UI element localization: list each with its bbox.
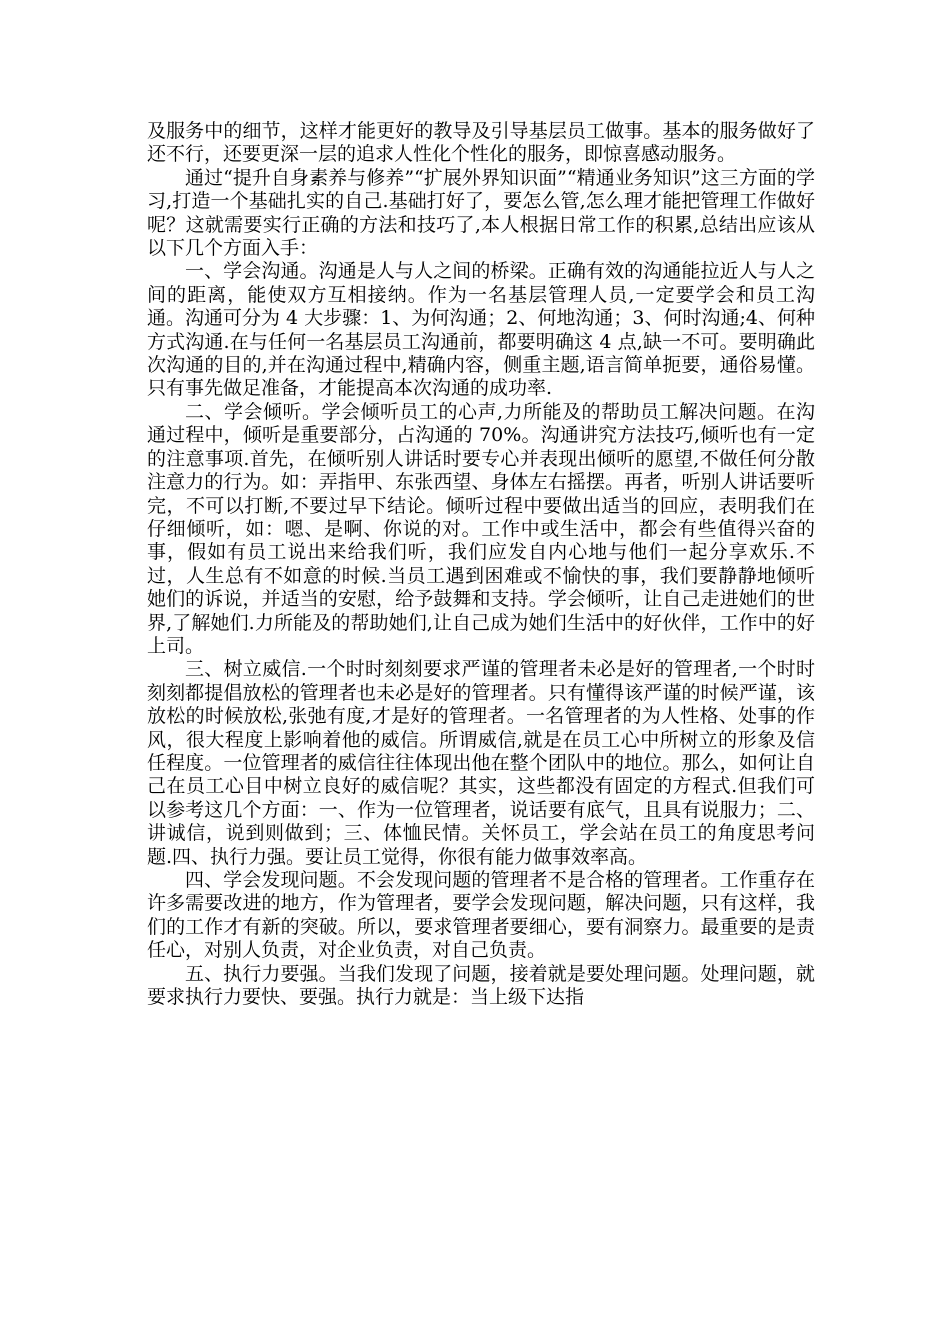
paragraph-4: 二、学会倾听。学会倾听员工的心声,力所能及的帮助员工解决问题。在沟通过程中，倾听是重要部分，占沟通的 70%。沟通讲究方法技巧,倾听也有一定的注意事项.首先，在倾听别人讲话时要专心并表现出倾听的愿望,不做任何分散注意力的行为。如：弄指甲、东张西望、身体左右摇摆。再者，听别人讲话要听完，不可以打断,不要过早下结论。倾听过程中要做出适当的回应，表明我们在仔细倾听，如：嗯、是啊、你说的对。工作中或生活中，都会有些值得兴奋的事，假如有员工说出来给我们听，我们应发自内心地与他们一起分享欢乐.不过，人生总有不如意的时候.当员工遇到困难或不愉快的事，我们要静静地倾听她们的诉说，并适当的安慰，给予鼓舞和支持。学会倾听，让自己走进她们的世界,了解她们.力所能及的帮助她们,让自己成为她们生活中的好伙伴，工作中的好上司。 <box>147 400 815 657</box>
paragraph-3: 一、学会沟通。沟通是人与人之间的桥梁。正确有效的沟通能拉近人与人之间的距离，能使双方互相接纳。作为一名基层管理人员,一定要学会和员工沟通。沟通可分为 4 大步骤：1、为何沟通；2、何地沟通；3、何时沟通;4、何种方式沟通.在与任何一名基层员工沟通前，都要明确这 4 点,缺一不可。要明确此次沟通的目的,并在沟通过程中,精确内容，侧重主题,语言简单扼要，通俗易懂。只有事先做足准备，才能提高本次沟通的成功率. <box>147 260 815 400</box>
paragraph-1: 及服务中的细节，这样才能更好的教导及引导基层员工做事。基本的服务做好了还不行，还要更深一层的追求人性化个性化的服务，即惊喜感动服务。 <box>147 120 815 166</box>
paragraph-6: 四、学会发现问题。不会发现问题的管理者不是合格的管理者。工作重存在许多需要改进的地方，作为管理者，要学会发现问题，解决问题，只有这样，我们的工作才有新的突破。所以，要求管理者要细心，要有洞察力。最重要的是责任心，对别人负责，对企业负责，对自己负责。 <box>147 869 815 962</box>
paragraph-7: 五、执行力要强。当我们发现了问题，接着就是要处理问题。处理问题，就要求执行力要快、要强。执行力就是：当上级下达指 <box>147 962 815 1009</box>
document-page <box>147 120 815 1009</box>
paragraph-5: 三、树立威信.一个时时刻刻要求严谨的管理者未必是好的管理者,一个时时刻刻都提倡放松的管理者也未必是好的管理者。只有懂得该严谨的时候严谨，该放松的时候放松,张弛有度,才是好的管理者。一名管理者的为人性格、处事的作风，很大程度上影响着他的威信。所谓威信,就是在员工心中所树立的形象及信任程度。一位管理者的威信往往体现出他在整个团队中的地位。那么，如何让自己在员工心目中树立良好的威信呢？其实，这些都没有固定的方程式.但我们可以参考这几个方面：一、作为一位管理者，说话要有底气，且具有说服力；二、讲诚信，说到则做到；三、体恤民情。关怀员工，学会站在员工的角度思考问题.四、执行力强。要让员工觉得，你很有能力做事效率高。 <box>147 658 815 868</box>
paragraph-2: 通过“提升自身素养与修养”“扩展外界知识面”“精通业务知识”这三方面的学习,打造一个基础扎实的自己.基础打好了，要怎么管,怎么理才能把管理工作做好呢？这就需要实行正确的方法和技巧了,本人根据日常工作的积累,总结出应该从以下几个方面入手： <box>147 166 815 260</box>
